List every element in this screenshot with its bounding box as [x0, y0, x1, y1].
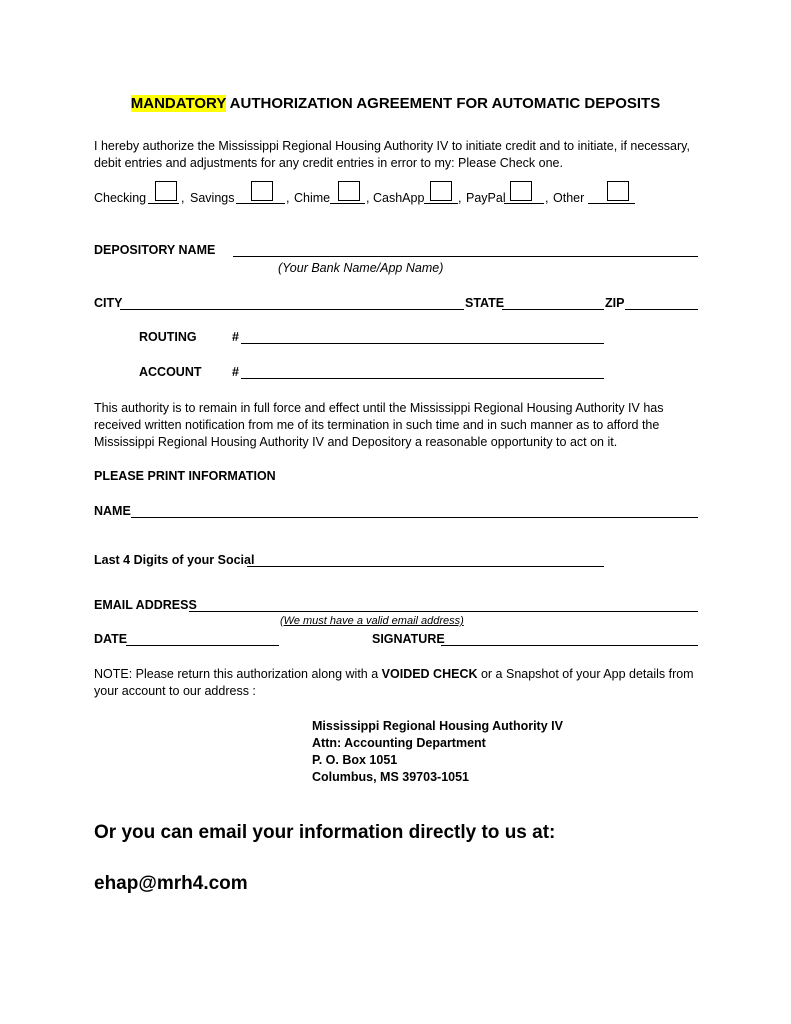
city-label: CITY	[94, 296, 123, 310]
other-checkbox[interactable]	[607, 181, 629, 201]
cashapp-checkbox[interactable]	[430, 181, 452, 201]
address-line-1: Mississippi Regional Housing Authority IV	[312, 719, 563, 733]
checking-underline	[148, 203, 179, 204]
voided-check-text: VOIDED CHECK	[381, 667, 478, 681]
depository-name-field[interactable]	[233, 256, 698, 257]
savings-label: Savings	[190, 191, 235, 205]
zip-field[interactable]	[625, 309, 698, 310]
date-label: DATE	[94, 632, 128, 646]
ssn-field[interactable]	[247, 566, 604, 567]
address-line-2: Attn: Accounting Department	[312, 736, 486, 750]
checking-label: Checking	[94, 191, 147, 205]
paypal-checkbox[interactable]	[510, 181, 532, 201]
name-field[interactable]	[131, 517, 698, 518]
print-info-heading: PLEASE PRINT INFORMATION	[94, 469, 276, 483]
other-label: Other	[553, 191, 585, 205]
comma: ,	[458, 191, 462, 205]
savings-underline	[236, 203, 285, 204]
signature-label: SIGNATURE	[372, 632, 445, 646]
cashapp-underline	[424, 203, 458, 204]
signature-field[interactable]	[441, 645, 698, 646]
routing-label: ROUTING	[139, 330, 197, 344]
address-line-4: Columbus, MS 39703-1051	[312, 770, 470, 784]
note-suffix: or a Snapshot of your App details from your account to our address :	[94, 667, 694, 698]
contact-email[interactable]: ehap@mrh4.com	[94, 873, 248, 894]
account-field[interactable]	[241, 378, 604, 379]
ssn-label: Last 4 Digits of your Social	[94, 553, 255, 567]
email-label: EMAIL ADDRESS	[94, 598, 197, 612]
city-field[interactable]	[120, 309, 464, 310]
state-field[interactable]	[502, 309, 604, 310]
title-text: AUTHORIZATION AGREEMENT FOR AUTOMATIC DEPOSITS	[229, 95, 661, 112]
chime-checkbox[interactable]	[338, 181, 360, 201]
comma: ,	[181, 191, 185, 205]
mailing-address	[312, 718, 563, 786]
email-cta: Or you can email your information directly to us at:	[94, 822, 556, 843]
address-line-3: P. O. Box 1051	[312, 753, 398, 767]
date-field[interactable]	[126, 645, 279, 646]
name-label: NAME	[94, 504, 131, 518]
zip-label: ZIP	[605, 296, 625, 310]
comma: ,	[286, 191, 290, 205]
checking-checkbox[interactable]	[155, 181, 177, 201]
savings-checkbox[interactable]	[251, 181, 273, 201]
form-title	[0, 95, 791, 112]
email-field[interactable]	[189, 611, 698, 612]
email-hint: (We must have a valid email address)	[280, 615, 464, 627]
mandatory-highlight: MANDATORY	[130, 95, 227, 112]
intro-paragraph: I hereby authorize the Mississippi Regional Housing Authority IV to initiate credit and to initiate, if necessary, debit entries and adjustments for any credit entries in error to my: Please Check one.	[94, 139, 690, 170]
chime-label: Chime	[294, 191, 331, 205]
chime-underline	[330, 203, 365, 204]
routing-hash: #	[232, 330, 239, 344]
paypal-label: PayPal	[466, 191, 506, 205]
paypal-underline	[504, 203, 544, 204]
account-hash: #	[232, 365, 239, 379]
state-label: STATE	[465, 296, 505, 310]
depository-name-label: DEPOSITORY NAME	[94, 243, 216, 257]
cashapp-label: CashApp	[373, 191, 425, 205]
account-label: ACCOUNT	[139, 365, 202, 379]
note-prefix: NOTE: Please return this authorization along with a	[94, 667, 382, 681]
depository-hint: (Your Bank Name/App Name)	[278, 261, 444, 275]
note-paragraph	[94, 666, 702, 700]
comma: ,	[545, 191, 549, 205]
authority-paragraph: This authority is to remain in full force and effect until the Mississippi Regional Housing Authority IV has received written notification from me of its termination in such time and in such manner as to afford the Mississippi Regional Housing Authority IV and Depository a reasonable opportunity to act on it.	[94, 401, 664, 449]
routing-field[interactable]	[241, 343, 604, 344]
other-underline	[588, 203, 635, 204]
comma: ,	[366, 191, 370, 205]
